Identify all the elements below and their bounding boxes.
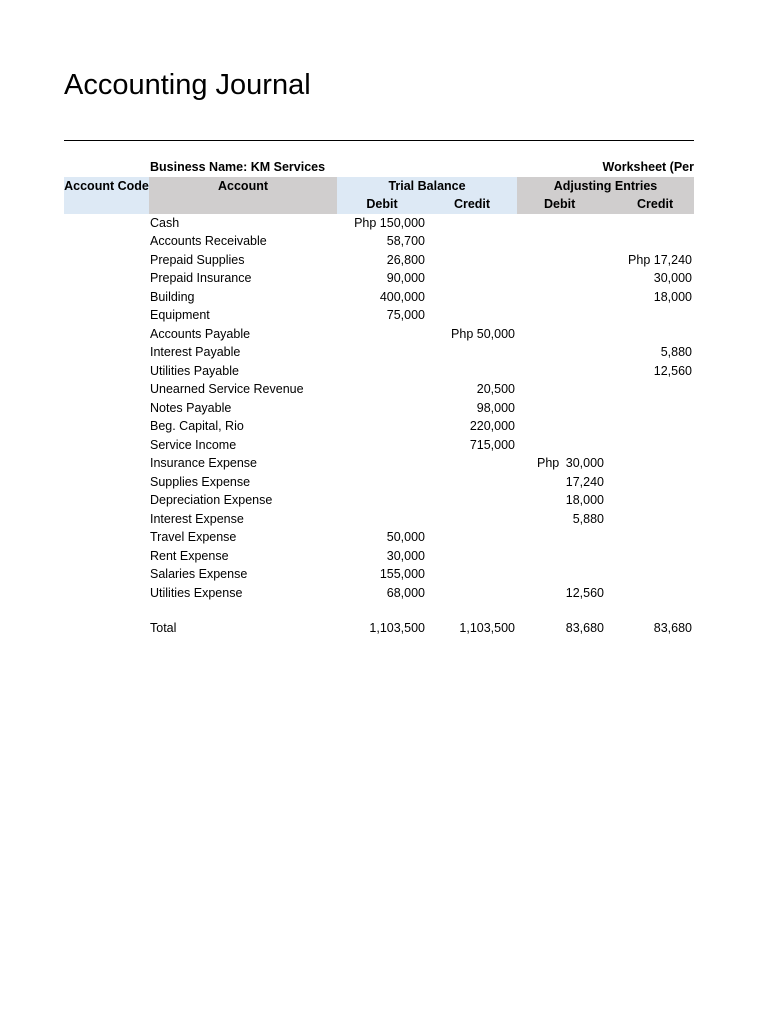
worksheet-table: [64, 158, 694, 638]
ae-debit-value: [517, 399, 606, 418]
ae-credit-value: [606, 380, 694, 399]
total-row: [64, 619, 694, 638]
tb-credit-value: [427, 343, 517, 362]
ae-debit-value: 30,000: [565, 456, 604, 470]
table-row: [64, 547, 694, 566]
tb-credit-value: [427, 491, 517, 510]
ae-debit-value: [517, 565, 606, 584]
header-account-fill: [149, 195, 337, 214]
currency-prefix: Php: [537, 456, 560, 470]
account-name: Unearned Service Revenue: [150, 382, 304, 396]
ae-debit-value: [517, 343, 606, 362]
account-name: Utilities Expense: [150, 585, 243, 600]
account-name: Travel Expense: [150, 530, 237, 544]
tb-credit-value: [427, 528, 517, 547]
header-ae-credit: Credit: [606, 195, 694, 214]
ae-credit-value: [606, 325, 694, 344]
ae-debit-value: [517, 380, 606, 399]
tb-debit-value: [337, 417, 427, 436]
account-name: Building: [150, 289, 195, 304]
ae-credit-value: Php 17,240: [628, 252, 692, 267]
table-row: [64, 528, 694, 547]
ae-credit-value: [606, 454, 694, 473]
ae-credit-value: [606, 473, 694, 492]
account-name: Utilities Payable: [150, 363, 239, 378]
ae-credit-value: 18,000: [653, 289, 692, 304]
header-account-code: Account Code: [64, 177, 149, 196]
account-name: Interest Payable: [150, 345, 241, 359]
ae-debit-value: 17,240: [565, 474, 604, 489]
ae-debit-value: [517, 214, 606, 233]
tb-credit-value: [427, 232, 517, 251]
ae-debit-value: [517, 325, 606, 344]
tb-credit-value: [427, 565, 517, 584]
ae-debit-value: [517, 362, 606, 381]
table-row: [64, 565, 694, 584]
account-name: Depreciation Expense: [150, 493, 273, 507]
table-row: [64, 325, 694, 344]
ae-credit-value: [606, 510, 694, 529]
tb-debit-value: [337, 343, 427, 362]
tb-debit-value: [337, 399, 427, 418]
tb-debit-value: [337, 380, 427, 399]
ae-credit-value: [606, 232, 694, 251]
table-row: [64, 251, 694, 270]
header-ae-debit: Debit: [517, 195, 606, 214]
ae-debit-value: 18,000: [565, 493, 604, 507]
account-name: Prepaid Insurance: [150, 271, 252, 285]
header-trial-balance: Trial Balance: [337, 177, 517, 196]
header-account-code-fill: [64, 195, 149, 214]
table-row: [64, 380, 694, 399]
table-row: [64, 232, 694, 251]
account-name: Equipment: [150, 308, 210, 322]
total-ae-debit: 83,680: [565, 620, 604, 635]
table-row: [64, 491, 694, 510]
account-name: Service Income: [150, 437, 237, 452]
ae-debit-value: [517, 288, 606, 307]
tb-credit-value: [427, 214, 517, 233]
tb-credit-value: [427, 269, 517, 288]
tb-debit-value: 90,000: [386, 271, 425, 285]
tb-credit-value: 715,000: [469, 437, 515, 452]
tb-credit-value: [427, 584, 517, 603]
table-row: [64, 362, 694, 381]
ae-debit-value: [517, 547, 606, 566]
tb-debit-value: 30,000: [386, 548, 425, 563]
ae-credit-value: 30,000: [653, 271, 692, 285]
tb-debit-value: [337, 454, 427, 473]
table-row: [64, 473, 694, 492]
total-tb-credit: 1,103,500: [459, 620, 515, 635]
tb-debit-value: 26,800: [386, 252, 425, 267]
tb-credit-value: 98,000: [476, 400, 515, 415]
header-adjusting-entries: Adjusting Entries: [517, 177, 694, 196]
ae-debit-value: [517, 251, 606, 270]
header-account: Account: [149, 177, 337, 196]
total-tb-debit: 1,103,500: [369, 620, 425, 635]
ae-credit-value: [606, 491, 694, 510]
tb-credit-value: 20,500: [476, 382, 515, 396]
account-name: Supplies Expense: [150, 474, 251, 489]
tb-debit-value: [337, 491, 427, 510]
ae-credit-value: [606, 528, 694, 547]
tb-credit-value: 220,000: [469, 419, 515, 433]
table-row: [64, 436, 694, 455]
header-tb-credit: Credit: [427, 195, 517, 214]
ae-debit-value: [517, 232, 606, 251]
ae-debit-value: [517, 436, 606, 455]
ae-credit-value: [606, 417, 694, 436]
ae-credit-value: 12,560: [653, 363, 692, 378]
tb-credit-value: [427, 510, 517, 529]
ae-debit-value: [517, 417, 606, 436]
tb-debit-value: 75,000: [386, 308, 425, 322]
ae-debit-value: [517, 306, 606, 325]
ae-credit-value: [606, 399, 694, 418]
tb-credit-value: [427, 547, 517, 566]
ae-debit-cell: [517, 454, 606, 473]
account-name: Insurance Expense: [150, 456, 258, 470]
tb-credit-value: [427, 306, 517, 325]
tb-debit-value: [337, 362, 427, 381]
ae-credit-value: 5,880: [660, 345, 692, 359]
ae-credit-value: [606, 565, 694, 584]
ae-credit-value: [606, 436, 694, 455]
account-name: Salaries Expense: [150, 567, 248, 581]
ae-credit-value: [606, 214, 694, 233]
tb-credit-value: [427, 288, 517, 307]
tb-debit-value: 58,700: [386, 234, 425, 248]
tb-debit-value: [337, 510, 427, 529]
ae-debit-value: 5,880: [572, 511, 604, 526]
table-row: [64, 269, 694, 288]
account-name: Cash: [150, 215, 180, 230]
tb-credit-value: [427, 473, 517, 492]
tb-debit-value: 155,000: [379, 567, 425, 581]
header-tb-debit: Debit: [337, 195, 427, 214]
ae-credit-value: [606, 306, 694, 325]
ae-credit-value: [606, 547, 694, 566]
table-row: [64, 399, 694, 418]
tb-credit-value: Php 50,000: [451, 326, 515, 341]
sub-header-row: [64, 195, 694, 214]
tb-credit-value: [427, 454, 517, 473]
account-name: Interest Expense: [150, 511, 244, 526]
total-label: Total: [150, 620, 177, 635]
group-header-row: [64, 177, 694, 196]
account-name: Notes Payable: [150, 400, 232, 415]
page-title: Accounting Journal: [64, 69, 311, 101]
table-row: [64, 288, 694, 307]
account-name: Accounts Payable: [150, 326, 251, 341]
ae-debit-value: 12,560: [565, 585, 604, 600]
tb-debit-value: Php 150,000: [354, 215, 425, 230]
table-row: [64, 417, 694, 436]
account-name: Rent Expense: [150, 548, 229, 563]
business-name: Business Name: KM Services: [150, 160, 326, 174]
table-row: [64, 584, 694, 603]
tb-debit-value: [337, 325, 427, 344]
table-row: [64, 343, 694, 362]
total-ae-credit: 83,680: [653, 620, 692, 635]
tb-debit-value: [337, 436, 427, 455]
title-divider: [64, 140, 694, 141]
account-name: Accounts Receivable: [150, 234, 267, 248]
tb-debit-value: [337, 473, 427, 492]
table-row: [64, 454, 694, 473]
worksheet-meta-row: [64, 158, 694, 177]
ae-credit-value: [606, 584, 694, 603]
table-row: [64, 306, 694, 325]
tb-debit-value: 400,000: [379, 289, 425, 304]
ae-debit-value: [517, 269, 606, 288]
table-row: [64, 510, 694, 529]
account-name: Beg. Capital, Rio: [150, 419, 244, 433]
tb-debit-value: 50,000: [386, 530, 425, 544]
table-row: [64, 214, 694, 233]
ae-debit-value: [517, 528, 606, 547]
tb-credit-value: [427, 362, 517, 381]
tb-credit-value: [427, 251, 517, 270]
tb-debit-value: 68,000: [386, 585, 425, 600]
worksheet-label: Worksheet (Per: [602, 160, 694, 174]
account-name: Prepaid Supplies: [150, 252, 245, 267]
